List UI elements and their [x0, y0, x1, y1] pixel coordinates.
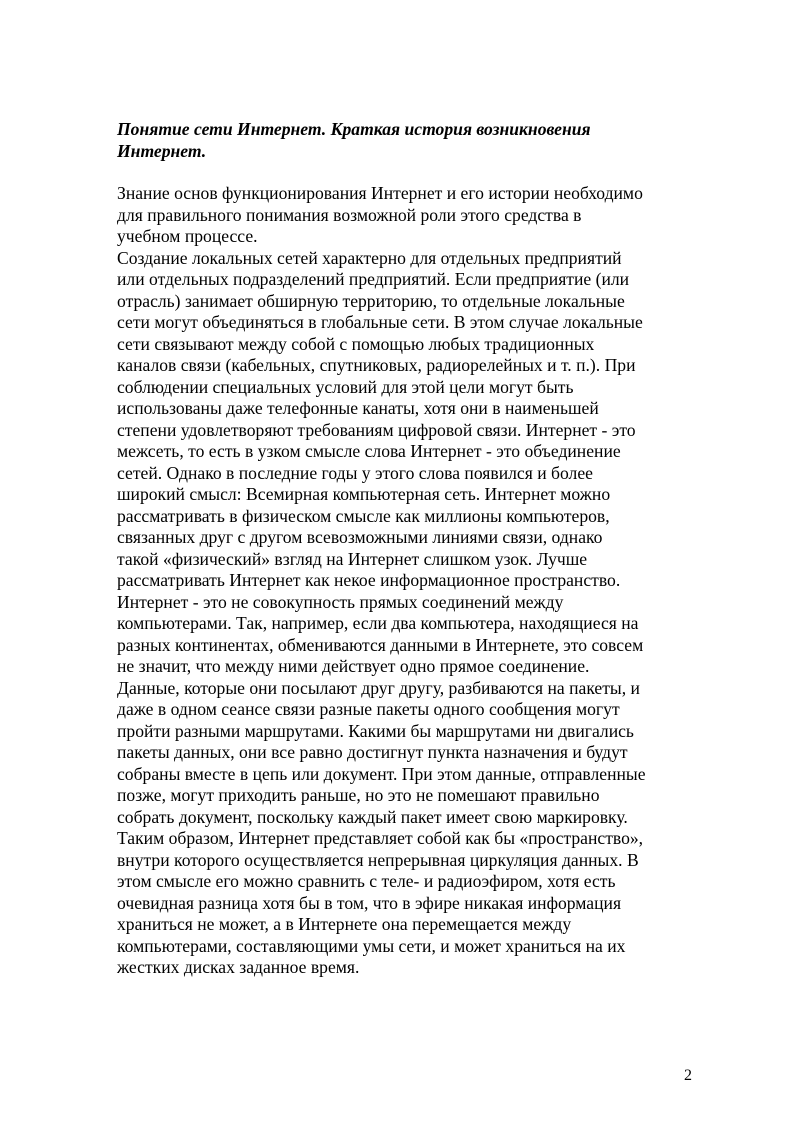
- body-line: компьютерами. Так, например, если два компьютера, находящиеся на: [117, 613, 639, 633]
- body-line: позже, могут приходить раньше, но это не помешают правильно: [117, 785, 600, 805]
- title-line: Понятие сети Интернет. Краткая история возникновения: [117, 119, 591, 139]
- page-title: [117, 118, 717, 162]
- body-line: Данные, которые они посылают друг другу, разбиваются на пакеты, и: [117, 677, 640, 698]
- body-line: храниться не может, а в Интернете она перемещается между: [117, 914, 572, 934]
- body-line: не значит, что между ними действует одно прямое соединение.: [117, 656, 590, 676]
- body-line: компьютерами, составляющими умы сети, и может храниться на их: [117, 935, 626, 956]
- body-line: Создание локальных сетей характерно для отдельных предприятий: [117, 247, 622, 268]
- body-line: связанных друг с другом всевозможными линиями связи, однако: [117, 527, 603, 547]
- body-line: широкий смысл: Всемирная компьютерная сеть. Интернет можно: [117, 484, 611, 504]
- body-line: Знание основ функционирования Интернет и его истории необходимо: [117, 183, 643, 203]
- body-line: очевидная разница хотя бы в том, что в эфире никакая информация: [117, 892, 622, 913]
- body-line: жестких дисках заданное время.: [117, 957, 360, 977]
- body-line: сети связывают между собой с помощью любых традиционных: [117, 333, 595, 354]
- body-line: каналов связи (кабельных, спутниковых, радиорелейных и т. п.). При: [117, 355, 636, 375]
- body-line: такой «физический» взгляд на Интернет слишком узок. Лучше: [117, 548, 588, 569]
- body-line: рассматривать в физическом смысле как миллионы компьютеров,: [117, 505, 610, 526]
- page-number: 2: [684, 1067, 692, 1084]
- body-line: рассматривать Интернет как некое информационное пространство.: [117, 570, 621, 590]
- body-line: внутри которого осуществляется непрерывная циркуляция данных. В: [117, 849, 639, 870]
- body-line: соблюдении специальных условий для этой цели могут быть: [117, 376, 574, 397]
- body-line: разных континентах, обмениваются данными в Интернете, это совсем: [117, 634, 644, 655]
- body-line: или отдельных подразделений предприятий. Если предприятие (или: [117, 269, 630, 289]
- body-line: сетей. Однако в последние годы у этого слова появился и более: [117, 462, 593, 483]
- body-paragraph: [117, 183, 717, 979]
- body-line: сети могут объединяться в глобальные сети. В этом случае локальные: [117, 312, 643, 332]
- body-line: этом смысле его можно сравнить с теле- и радиоэфиром, хотя есть: [117, 871, 616, 891]
- title-line: Интернет.: [117, 141, 207, 161]
- body-line: даже в одном сеансе связи разные пакеты одного сообщения могут: [117, 699, 620, 719]
- body-line: пройти разными маршрутами. Какими бы маршрутами ни двигались: [117, 720, 634, 741]
- body-line: Интернет - это не совокупность прямых соединений между: [117, 591, 564, 612]
- body-line: пакеты данных, они все равно достигнут пункта назначения и будут: [117, 742, 628, 762]
- body-line: степени удовлетворяют требованиям цифровой связи. Интернет - это: [117, 419, 636, 440]
- body-line: учебном процессе.: [117, 226, 258, 246]
- body-line: межсеть, то есть в узком смысле слова Интернет - это объединение: [117, 441, 621, 461]
- body-line: для правильного понимания возможной роли этого средства в: [117, 204, 582, 225]
- body-line: отрасль) занимает обширную территорию, то отдельные локальные: [117, 290, 625, 311]
- body-line: Таким образом, Интернет представляет собой как бы «пространство»,: [117, 828, 644, 848]
- body-line: использованы даже телефонные канаты, хотя они в наименьшей: [117, 398, 599, 418]
- body-line: собраны вместе в цепь или документ. При этом данные, отправленные: [117, 763, 646, 784]
- body-line: собрать документ, поскольку каждый пакет имеет свою маркировку.: [117, 806, 628, 827]
